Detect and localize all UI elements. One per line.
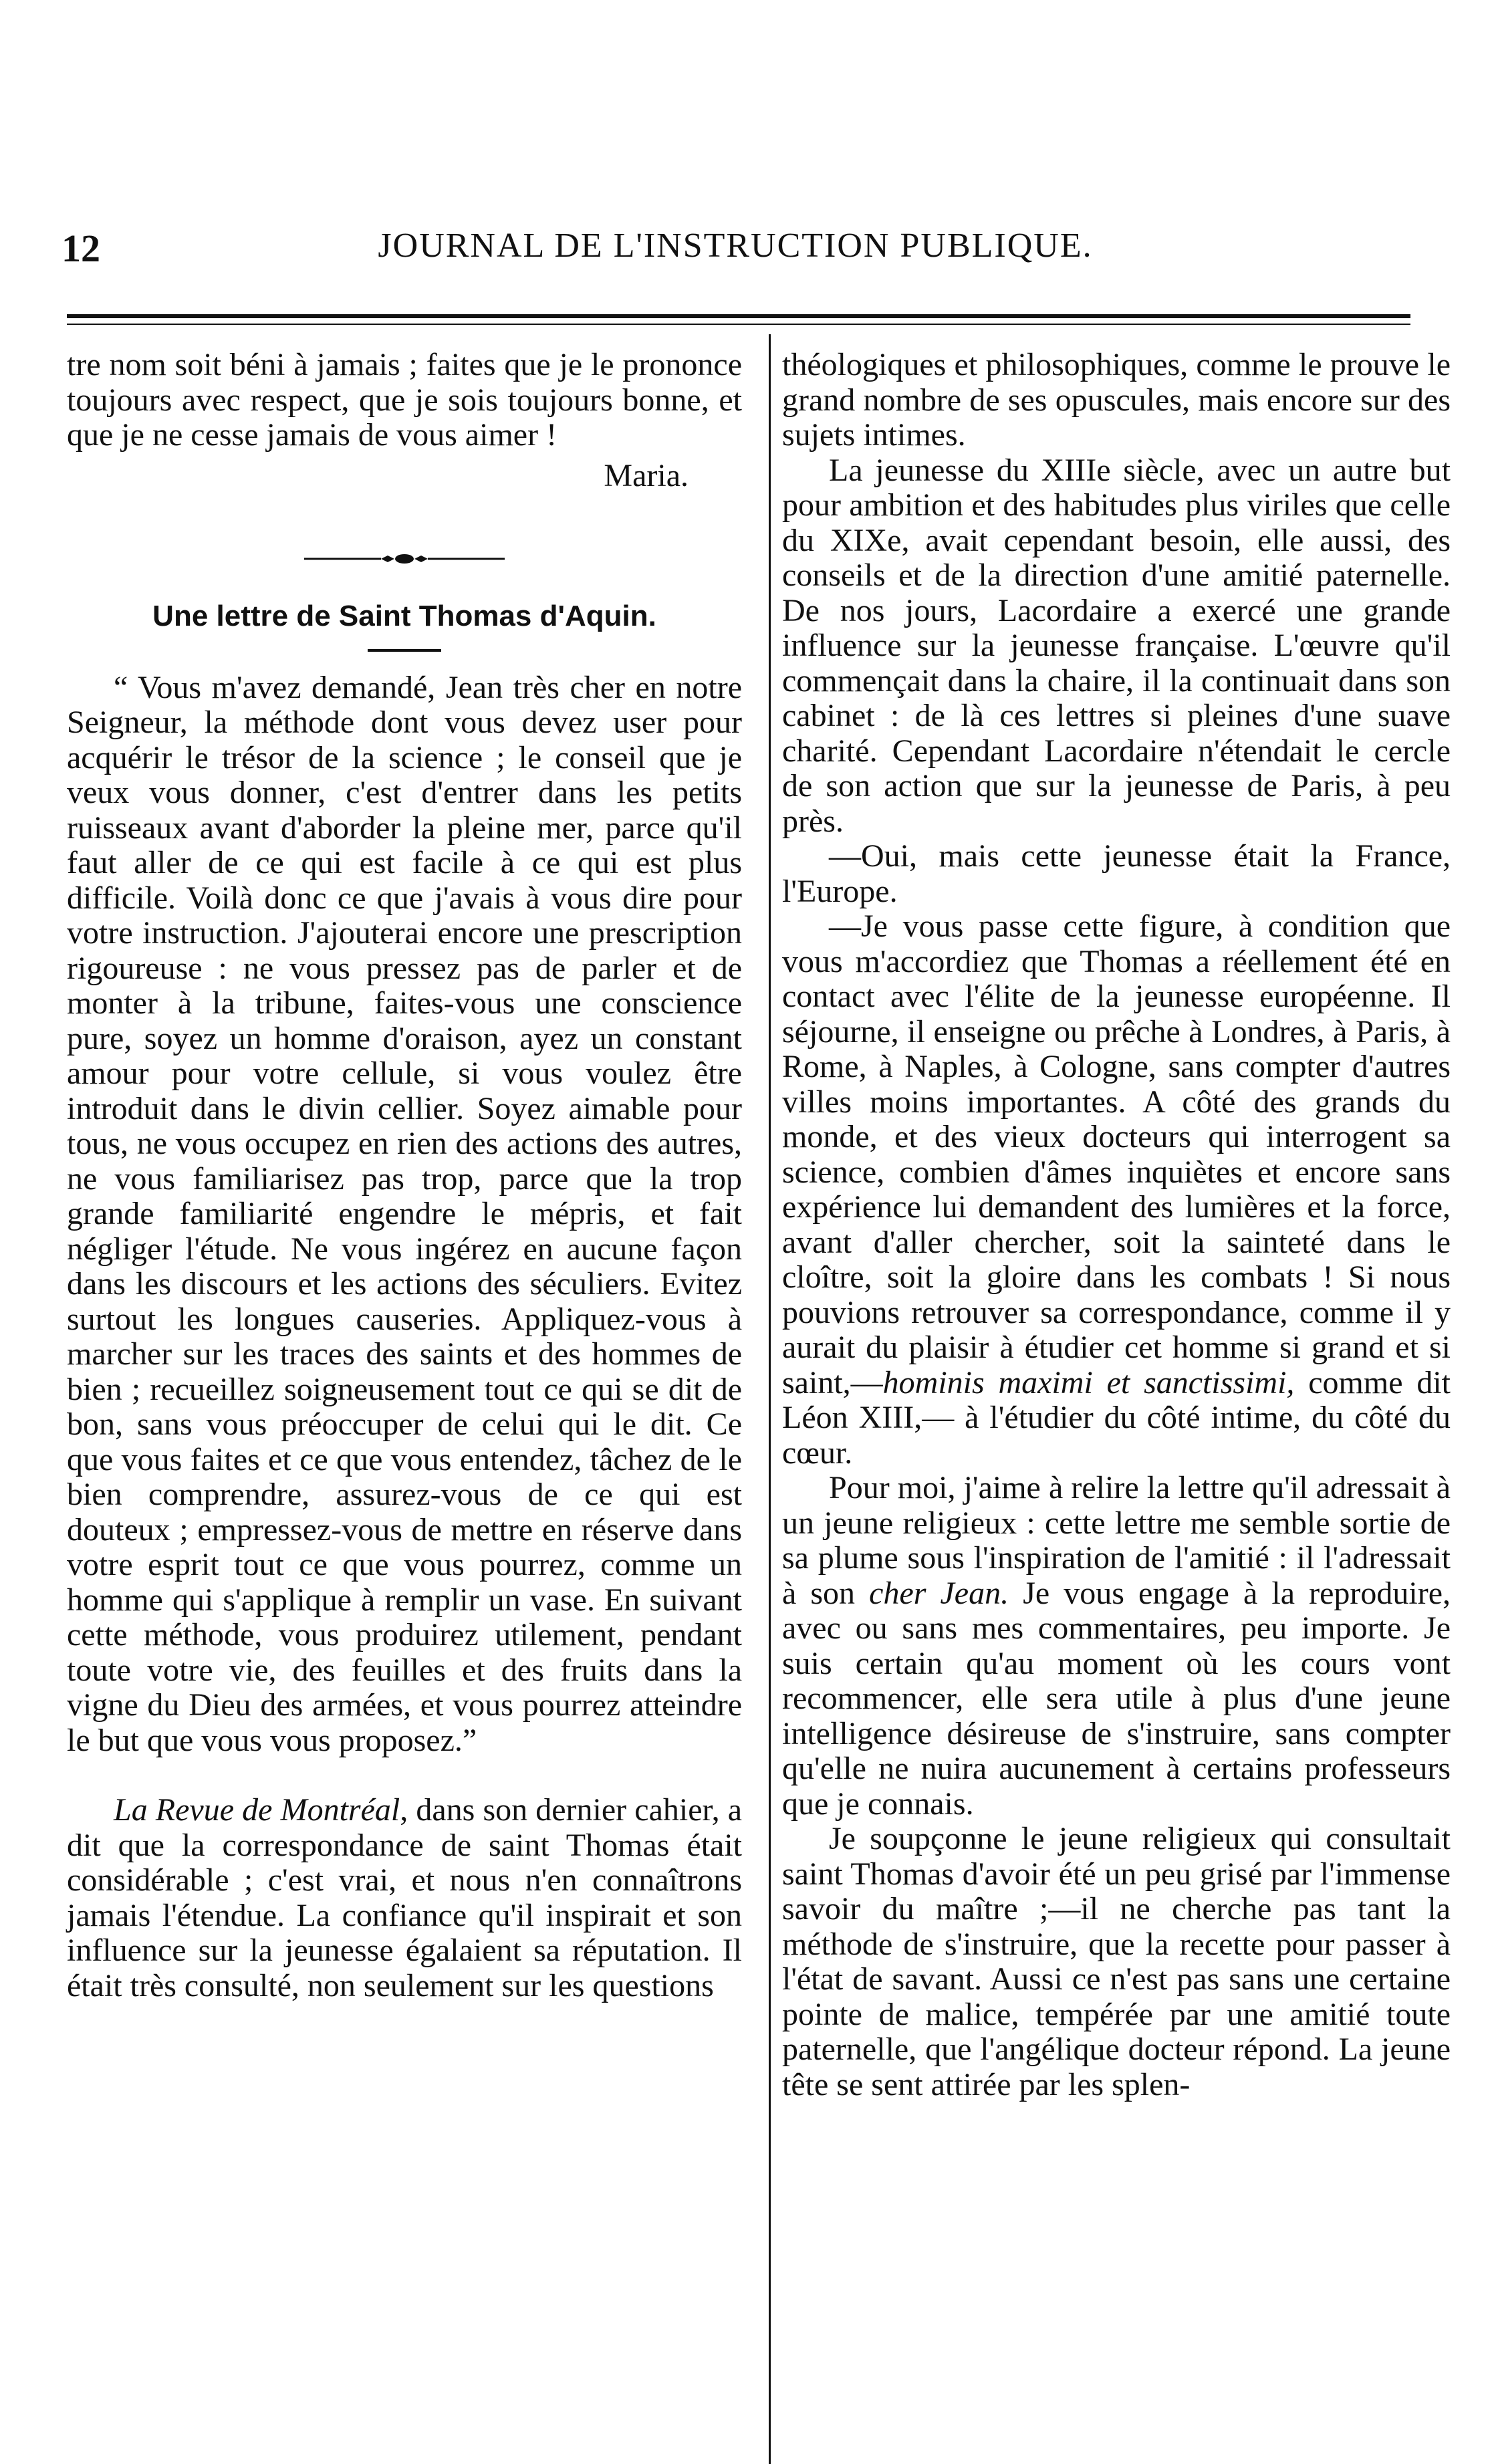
ornament-divider-icon [304,552,505,566]
latin-quote: hominis maximi et sanctissimi, [882,1364,1295,1400]
paragraph-lacordaire: La jeunesse du XIIIe siècle, avec un autre but pour ambition et des habitudes plus viriles que celle du XIXe, avait cependant besoin, elle aussi, des conseils et de la direction d'une amitié paternelle. De nos jours, Lacordaire a exercé une grande influence sur la jeunesse française. L'œuvre qu'il commençait dans la chaire, il la continuait dans son cabinet : de là ces lettres si pleines d'une suave charité. Cependant Lacordaire n'étendait le cercle de son action que sur la jeunesse de Paris, à peu près. [782,452,1451,839]
article-title: Une lettre de Saint Thomas d'Aquin. [152,600,656,632]
paragraph-figure-text: —Je vous passe cette figure, à condition que vous m'accordiez que Thomas a réellement été en contact avec l'élite de la jeunesse européenne. Il séjourne, il enseigne ou prêche à Londres, à Paris, à Rome, à Naples, à Cologne, sans compter d'autres villes moins importantes. A côté des grands du monde, et des vieux docteurs qui interrogent sa science, combien d'âmes inquiètes et encore sans expérience lui demandent des lumières et la force, avant d'aller chercher, soit la sainteté dans le cloître, soit la gloire dans les combats ! Si nous pouvions retrouver sa correspondance, comme il y aurait du plaisir à étudier cet homme si grand et si saint,— [782,908,1451,1400]
right-column [782,348,1451,2102]
opening-paragraph: tre nom soit béni à jamais ; faites que je le prononce toujours avec respect, que je sois toujours bonne, et que je ne cesse jamais de vous aimer ! [67,347,742,453]
paragraph-pour-moi-text: Pour moi, j'aime à relire la lettre qu'il adressait à un jeune religieux : cette lettre me semble sortie de sa plume sous l'inspiration de l'amitié : il l'adressait à son [782,1470,1451,1611]
header-rule-thin [67,324,1410,325]
revue-text: , dans son dernier cahier, a dit que la correspondance de saint Thomas était considérable ; c'est vrai, et nous n'en connaîtrons jamais l'étendue. La confiance qu'il inspirait et son influence sur la jeunesse égalaient sa réputation. Il était très consulté, non seulement sur les questions [67,1792,743,2003]
paragraph-pour-moi [782,1471,1451,1822]
left-column [67,348,742,2003]
signature: Maria. [604,457,689,493]
section-ornament [67,552,742,566]
letter-text: “ Vous m'avez demandé, Jean très cher en notre Seigneur, la méthode dont vous devez user pour acquérir le trésor de la science ; le conseil que je veux vous donner, c'est d'entrer dans les petits ruisseaux avant d'aborder la pleine mer, parce qu'il faut aller de ce qui est facile à ce qui est plus difficile. Voilà donc ce que j'avais à vous dire pour votre instruction. J'ajouterai encore une prescription rigoureuse : ne vous pressez pas de parler et de monter à la tribune, faites-vous une conscience pure, soyez un homme d'oraison, ayez un constant amour pour votre cellule, si vous voulez être introduit dans le divin cellier. Soyez aimable pour tous, ne vous occupez en rien des actions des autres, ne vous familiarisez pas trop, parce que la trop grande familiarité engendre le mépris, et fait négliger l'étude. Ne vous ingérez en aucune façon dans les discours et les actions des séculiers. Evitez surtout les longues causeries. Appliquez-vous à marcher sur les traces des saints et des hommes de bien ; recueillez soigneusement tout ce qui se dit de bon, sans vous préoccuper de celui qui le dit. Ce que vous faites et ce que vous entendez, tâchez de le bien comprendre, assurez-vous de ce qui est douteux ; empressez-vous de mettre en réserve dans votre esprit tout ce que vous pourrez, comme un homme qui s'applique à remplir un vase. En suivant cette méthode, vous produirez utilement, pendant toute votre vie, des feuilles et des fruits dans la vigne du Dieu des armées, et vous pourrez atteindre le but que vous vous proposez.” [67,669,742,1758]
paragraph-pour-moi-end: Je vous engage à la reproduire, avec ou sans mes commentaires, peu importe. Je suis certain qu'au moment où les cours vont recommencer, elle sera utile à plus d'une jeune intelligence désireuse de s'instruire, sans compter qu'elle ne nuira aucunement à certains professeurs que je connais. [782,1575,1451,1822]
paragraph-soupconne: Je soupçonne le jeune religieux qui consultait saint Thomas d'avoir été un peu grisé par l'immense savoir du maître ;—il ne cherche pas tant la méthode de s'instruire, que la recette pour passer à l'état de savant. Aussi ce n'est pas sans une certaine pointe de malice, tempérée par une amitié toute paternelle, que l'angélique docteur répond. La jeune tête se sent attirée par les splen- [782,1821,1451,2102]
paragraph-figure [782,909,1451,1471]
page-number: 12 [61,227,100,270]
paragraph-figure-end: comme dit Léon XIII,— à l'étudier du côté intime, du côté du cœur. [782,1364,1451,1471]
revue-title: La Revue de Montréal [114,1792,400,1828]
continuation-paragraph: théologiques et philosophiques, comme le prouve le grand nombre de ses opuscules, mais encore sur des sujets intimes. [782,347,1451,453]
paragraph-gap [67,1758,742,1793]
running-head: JOURNAL DE L'INSTRUCTION PUBLIQUE. [378,227,1093,265]
revue-paragraph [67,1793,742,2003]
paragraph-oui: —Oui, mais cette jeunesse était la France, l'Europe. [782,838,1451,909]
header-rule-thick [67,314,1410,318]
column-divider [769,334,771,2464]
title-underline [368,649,441,652]
cher-jean: cher Jean. [869,1575,1009,1611]
